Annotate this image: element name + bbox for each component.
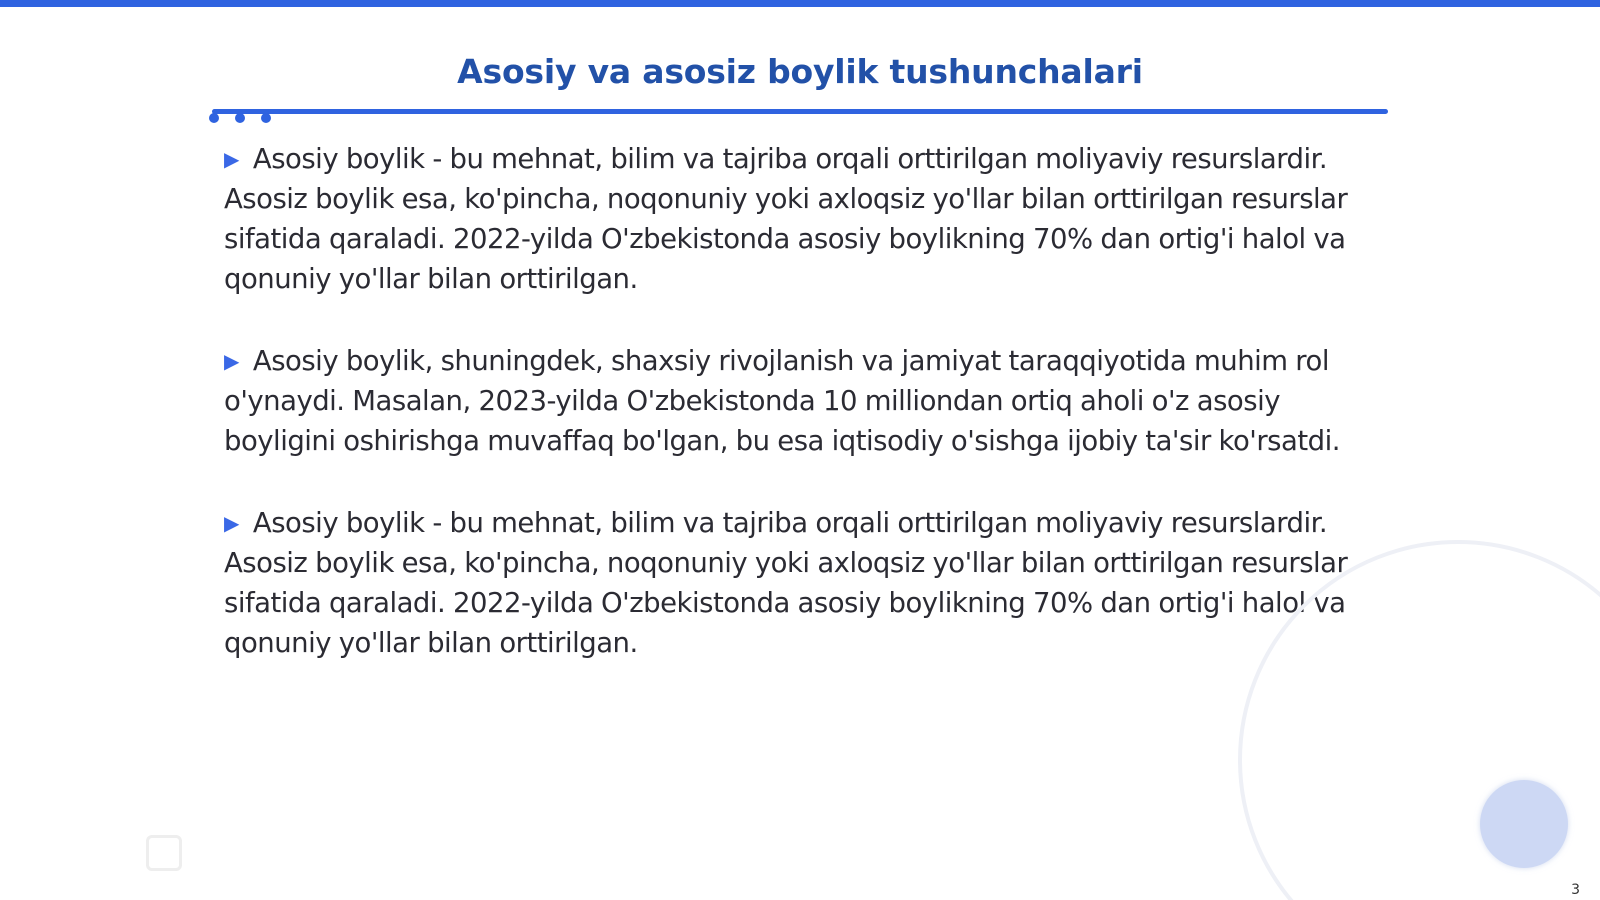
- underline-dot-icon: [235, 113, 245, 123]
- play-triangle-icon: ▶: [224, 511, 239, 535]
- page-number: 3: [1571, 882, 1580, 898]
- decorative-circle: [1480, 780, 1568, 868]
- underline-dot-icon: [261, 113, 271, 123]
- bullet-text: Asosiy boylik - bu mehnat, bilim va tajriba orqali orttirilgan moliyaviy resurslardir. Asosiz boylik esa, ko'pincha, noqonuniy yoki axloqsiz yo'llar bilan orttirilgan resurslar sifatida qaraladi. 2022-yilda O'zbekistonda asosiy boylikning 70% dan ortig'i halol va qonuniy yo'llar bilan orttirilgan.: [224, 507, 1348, 659]
- play-triangle-icon: ▶: [224, 147, 239, 171]
- top-accent-bar: [0, 0, 1600, 7]
- bullet-paragraph: [224, 503, 1384, 663]
- title-underline: [212, 109, 1388, 114]
- bullet-list: [224, 139, 1384, 705]
- bullet-text: Asosiy boylik, shuningdek, shaxsiy rivojlanish va jamiyat taraqqiyotida muhim rol o'ynaydi. Masalan, 2023-yilda O'zbekistonda 10 milliondan ortiq aholi o'z asosiy boyligini oshirishga muvaffaq bo'lgan, bu esa iqtisodiy o'sishga ijobiy ta'sir ko'rsatdi.: [224, 345, 1340, 457]
- play-triangle-icon: ▶: [224, 349, 239, 373]
- decorative-square: [146, 835, 182, 871]
- slide-title: Asosiy va asosiz boylik tushunchalari: [457, 52, 1143, 91]
- bullet-text: Asosiy boylik - bu mehnat, bilim va tajriba orqali orttirilgan moliyaviy resurslardir. Asosiz boylik esa, ko'pincha, noqonuniy yoki axloqsiz yo'llar bilan orttirilgan resurslar sifatida qaraladi. 2022-yilda O'zbekistonda asosiy boylikning 70% dan ortig'i halol va qonuniy yo'llar bilan orttirilgan.: [224, 143, 1348, 295]
- bullet-paragraph: [224, 341, 1384, 461]
- bullet-paragraph: [224, 139, 1384, 299]
- underline-dot-icon: [209, 113, 219, 123]
